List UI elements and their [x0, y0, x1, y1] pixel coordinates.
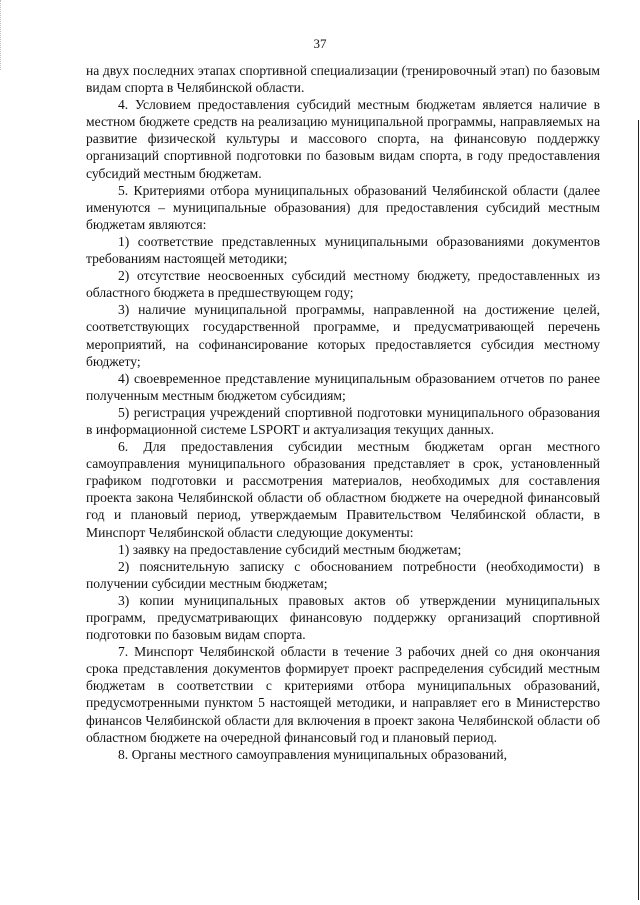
paragraph-continuation: на двух последних этапах спортивной специализации (тренировочный этап) по базовым видам спорта в Челябинской области. — [86, 63, 600, 96]
document-2: 2) пояснительную записку с обоснованием потребности (необходимости) в получении субсидии местным бюджетам; — [86, 558, 600, 591]
paragraph-item-4: 4. Условием предоставления субсидий местным бюджетам является наличие в местном бюджете средств на реализацию муниципальной программы, направляемых на развитие физической культуры и массового спорта, на финансовую поддержку организаций спортивной подготовки по базовым видам спорта, в году предоставления субсидий местным бюджетам. — [86, 97, 600, 181]
criterion-2: 2) отсутствие неосвоенных субсидий местному бюджету, предоставленных из областного бюджета в предшествующем году; — [86, 268, 600, 301]
document-3: 3) копии муниципальных правовых актов об утверждении муниципальных программ, предусматривающих финансовую поддержку организаций спортивной подготовки по базовым видам спорта. — [86, 592, 600, 643]
criterion-1: 1) соответствие представленных муниципальными образованиями документов требованиям настоящей методики; — [86, 233, 600, 267]
paragraph-item-5: 5. Критериями отбора муниципальных образований Челябинской области (далее именуются – муниципальные образования) для предоставления субсидий местным бюджетам являются: — [86, 182, 600, 232]
scan-right-edge — [638, 120, 639, 900]
criterion-3: 3) наличие муниципальной программы, направленной на достижение целей, соответствующих государственной программе, и предусматривающей перечень мероприятий, на софинансирование которых предоставляется субсидия местному бюджету; — [86, 302, 600, 369]
criterion-5: 5) регистрация учреждений спортивной подготовки муниципального образования в информационной системе LSPORT и актуализация текущих данных. — [86, 404, 600, 437]
page-number: 37 — [313, 36, 327, 51]
document-body — [86, 62, 600, 763]
paragraph-item-7: 7. Минспорт Челябинской области в течение 3 рабочих дней со дня окончания срока представления документов формирует проект распределения субсидий местным бюджетам в соответствии с критериями отбора муниципальных образований, предусмотренными пунктом 5 настоящей методики, и направляет его в Министерство финансов Челябинской области для включения в проект закона Челябинской области об областном бюджете на очередной финансовый год и плановый период. — [86, 644, 600, 745]
scan-edge-mark — [0, 0, 3, 70]
document-1: 1) заявку на предоставление субсидий местным бюджетам; — [118, 541, 462, 557]
paragraph-item-8: 8. Органы местного самоуправления муниципальных образований, — [118, 746, 507, 762]
paragraph-item-6: 6. Для предоставления субсидии местным бюджетам орган местного самоуправления муниципального образования представляет в срок, установленный графиком подготовки и рассмотрения материалов, необходимых для составления проекта закона Челябинской области об областном бюджете на очередной финансовый год и плановый период, утверждаемым Правительством Челябинской области, в Минспорт Челябинской области следующие документы: — [86, 439, 600, 540]
criterion-4: 4) своевременное представление муниципальным образованием отчетов по ранее полученным местным бюджетом субсидиям; — [86, 370, 600, 403]
